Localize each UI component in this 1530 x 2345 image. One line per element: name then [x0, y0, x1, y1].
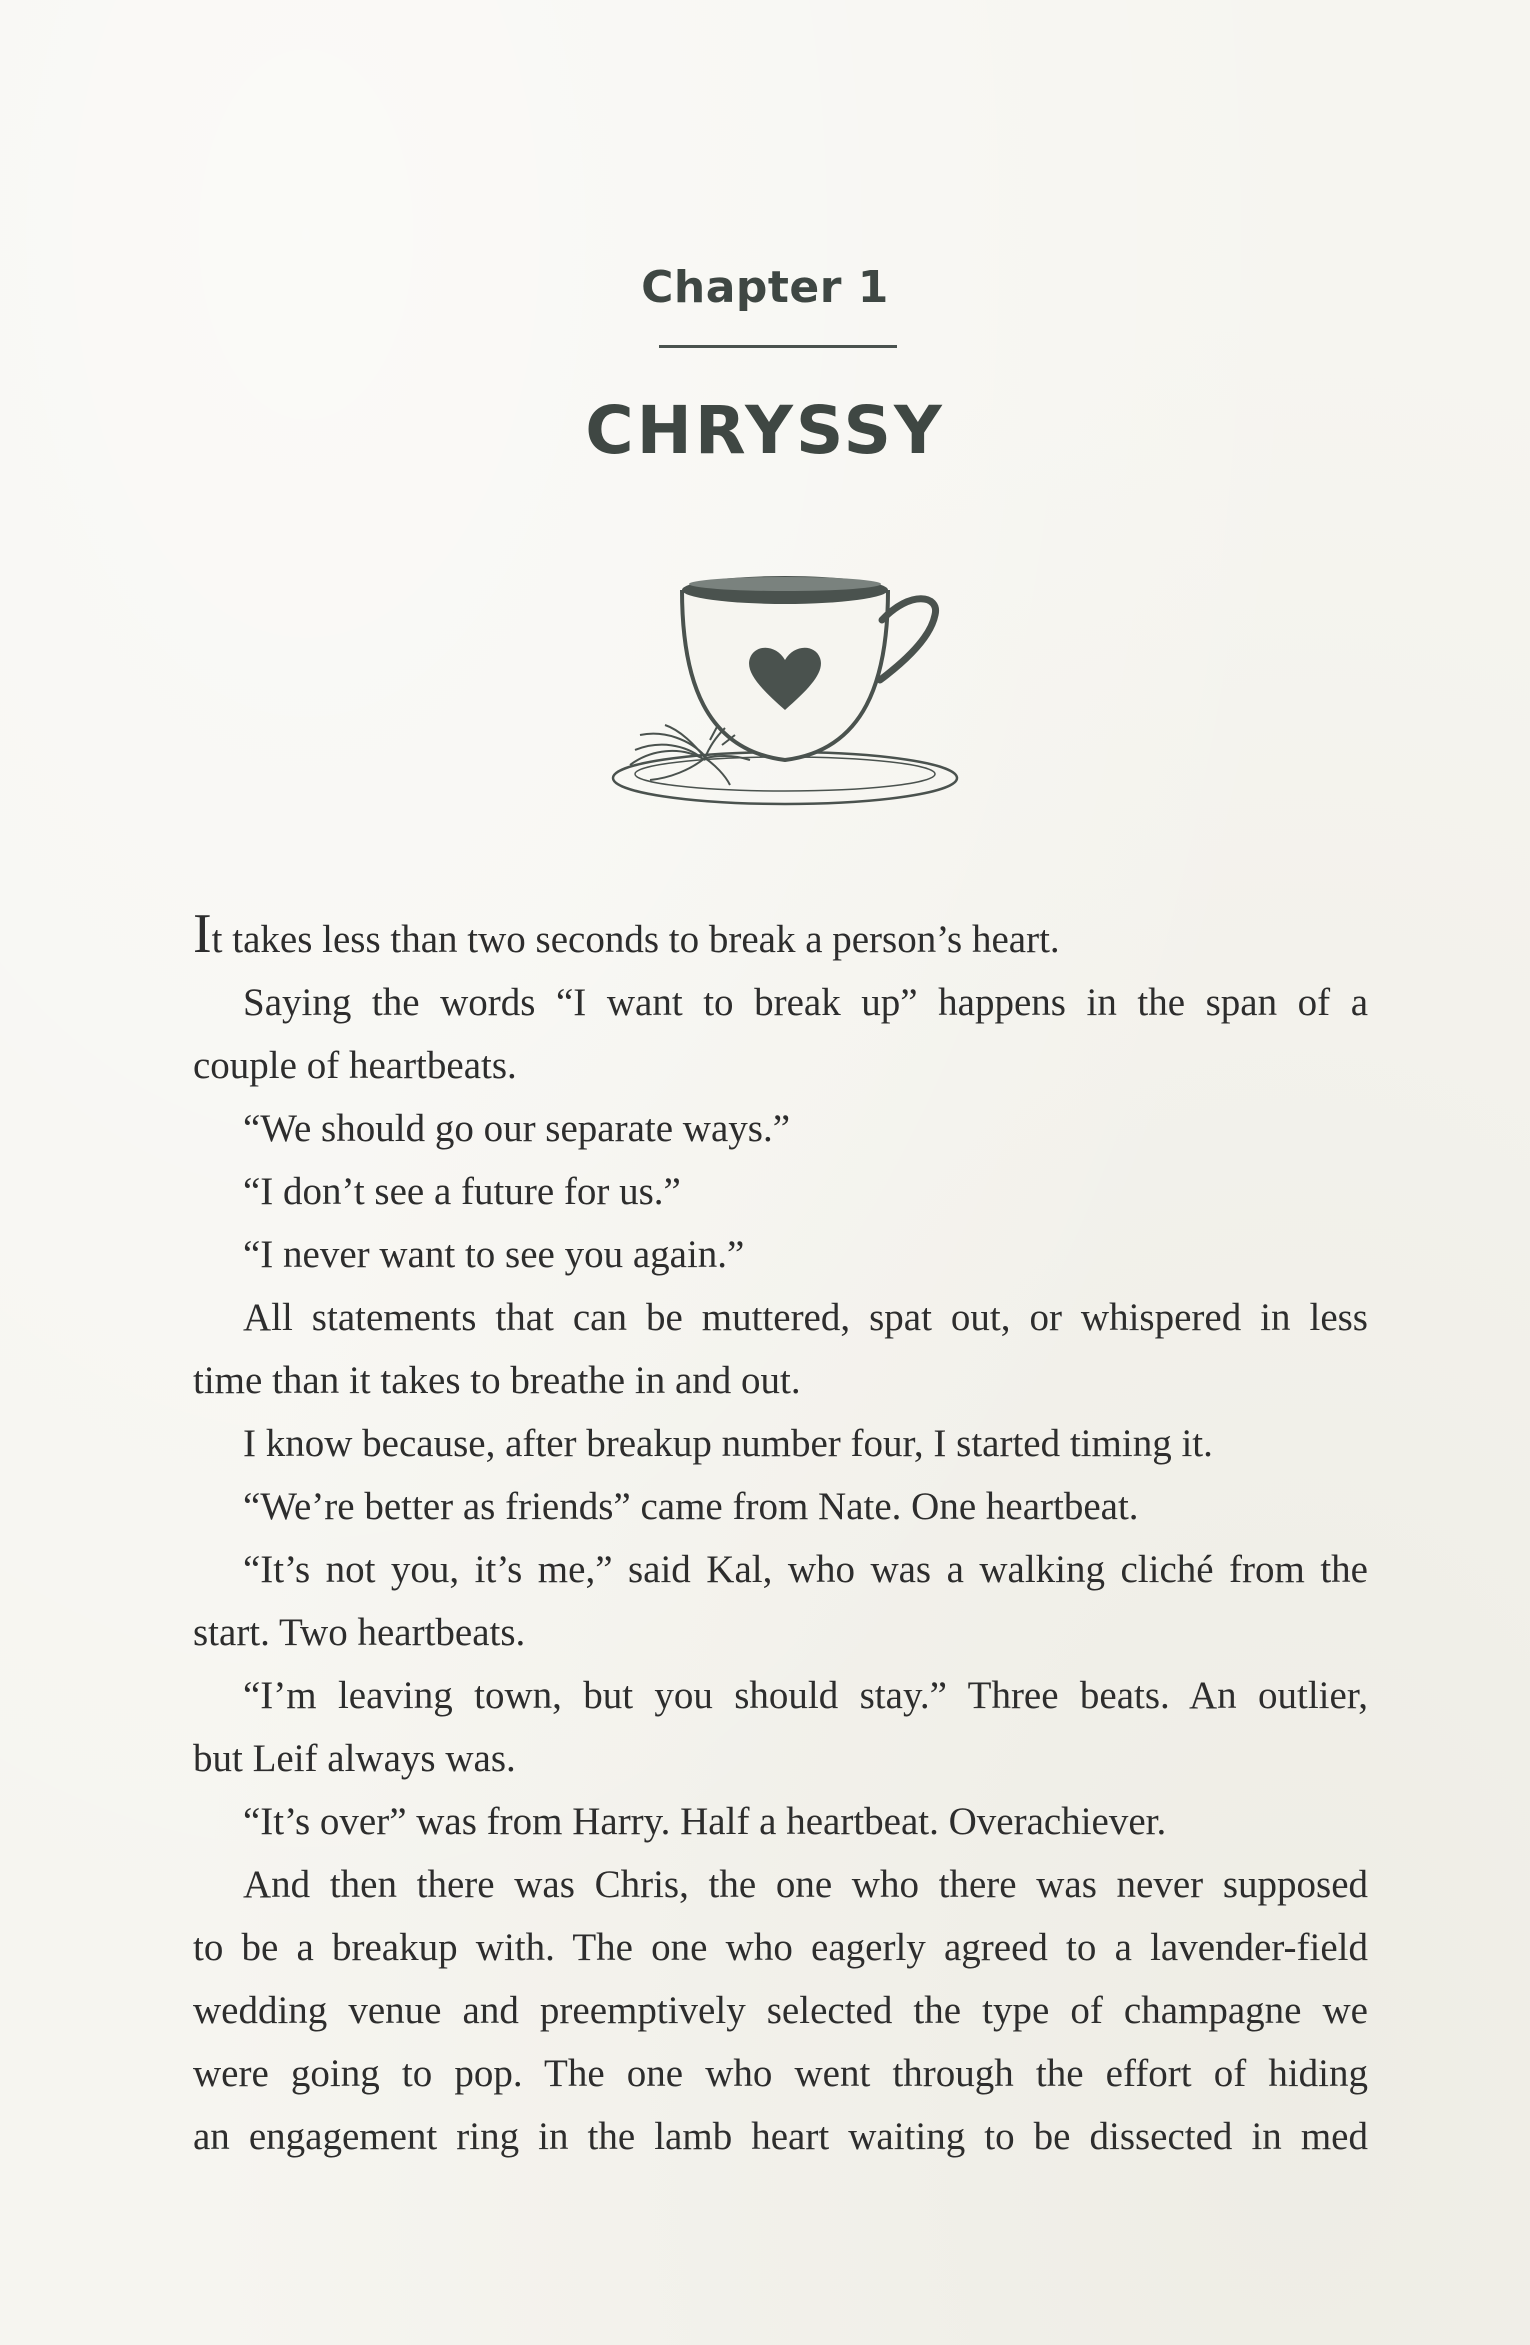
- text-line: [193, 903, 1368, 971]
- text-line: “It’s not you, it’s me,” said Kal, who was a walking cliché from the: [243, 1548, 1368, 1591]
- chapter-label: Chapter 1: [641, 262, 889, 313]
- text-line: “I’m leaving town, but you should stay.” Three beats. An outlier,: [243, 1674, 1368, 1717]
- text-line: an engagement ring in the lamb heart waiting to be dissected in med: [193, 2115, 1368, 2158]
- text-line: “We’re better as friends” came from Nate. One heartbeat.: [243, 1485, 1139, 1528]
- text-line: couple of heartbeats.: [193, 1044, 517, 1087]
- text-line: wedding venue and preemptively selected the type of champagne we: [193, 1989, 1368, 2032]
- text-line: start. Two heartbeats.: [193, 1611, 526, 1654]
- text-line-content: t takes less than two seconds to break a person’s heart.: [211, 918, 1060, 961]
- text-line: were going to pop. The one who went through the effort of hiding: [193, 2052, 1368, 2095]
- chapter-title: CHRYSSY: [585, 392, 945, 469]
- text-line: All statements that can be muttered, spat out, or whispered in less: [243, 1296, 1368, 1339]
- chapter-divider: [659, 345, 897, 348]
- text-line: “I never want to see you again.”: [243, 1233, 745, 1276]
- text-line: to be a breakup with. The one who eagerly agreed to a lavender-field: [193, 1926, 1368, 1969]
- drop-cap: I: [193, 903, 212, 965]
- text-line: Saying the words “I want to break up” happens in the span of a: [243, 981, 1368, 1024]
- text-line: “It’s over” was from Harry. Half a heartbeat. Overachiever.: [243, 1800, 1167, 1843]
- text-line: time than it takes to breathe in and out.: [193, 1359, 801, 1402]
- teacup-heart-icon: [610, 560, 970, 820]
- text-line: “I don’t see a future for us.”: [243, 1170, 681, 1213]
- text-line: “We should go our separate ways.”: [243, 1107, 791, 1150]
- text-line: but Leif always was.: [193, 1737, 516, 1780]
- chapter-body-text: [193, 903, 1368, 2168]
- text-line: And then there was Chris, the one who there was never supposed: [243, 1863, 1368, 1906]
- text-line: I know because, after breakup number four, I started timing it.: [243, 1422, 1213, 1465]
